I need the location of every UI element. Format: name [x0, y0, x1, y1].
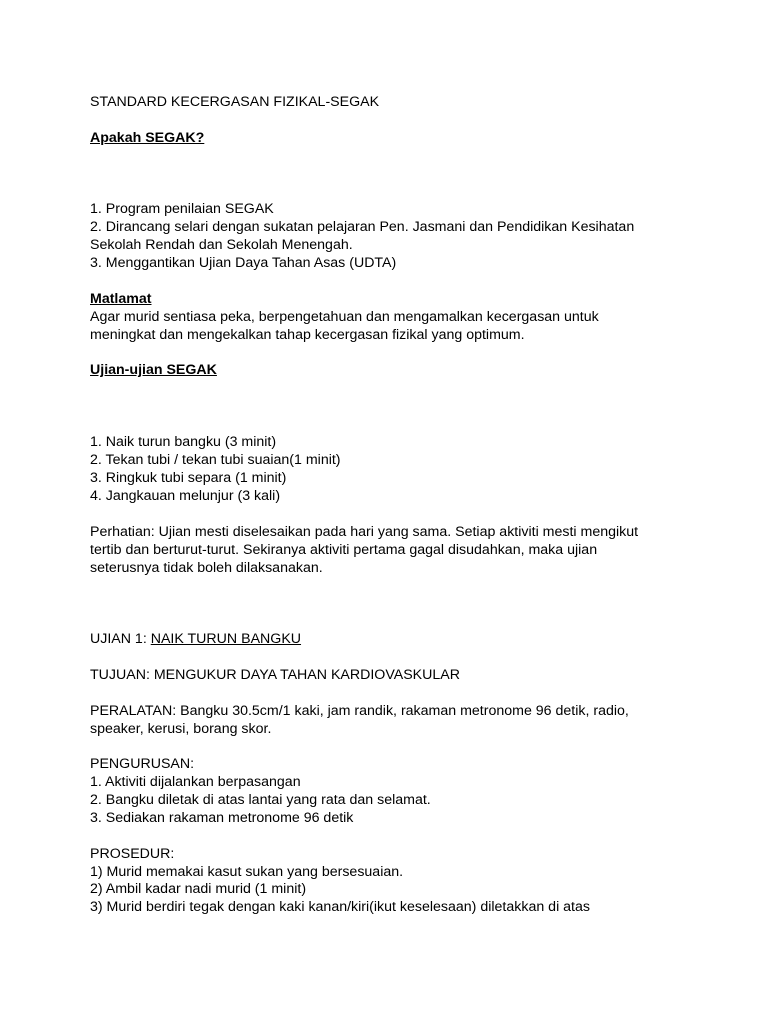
list-item: 3) Murid berdiri tegak dengan kaki kanan/kiri(ikut keselesaan) diletakkan di atas	[90, 899, 590, 915]
prosedur-heading: PROSEDUR:	[90, 846, 175, 862]
paragraph-line: Agar murid sentiasa peka, berpengetahuan dan mengamalkan kecergasan untuk	[90, 309, 599, 325]
paragraph-line: meningkat dan mengekalkan tahap kecergasan fizikal yang optimum.	[90, 327, 525, 343]
list-item: 3. Sediakan rakaman metronome 96 detik	[90, 810, 354, 826]
peralatan-line: speaker, kerusi, borang skor.	[90, 721, 272, 737]
ujian1-heading	[90, 630, 301, 648]
list-item: 1) Murid memakai kasut sukan yang bersesuaian.	[90, 864, 404, 880]
heading-ujian-segak: Ujian-ujian SEGAK	[90, 362, 217, 378]
ujian1-tujuan: TUJUAN: MENGUKUR DAYA TAHAN KARDIOVASKULAR	[90, 667, 460, 683]
list-item: 3. Menggantikan Ujian Daya Tahan Asas (UDTA)	[90, 255, 397, 271]
list-item: 1. Aktiviti dijalankan berpasangan	[90, 774, 301, 790]
list-item: 2. Bangku diletak di atas lantai yang rata dan selamat.	[90, 792, 431, 808]
heading-apakah-segak: Apakah SEGAK?	[90, 130, 205, 146]
peralatan-line: PERALATAN: Bangku 30.5cm/1 kaki, jam randik, rakaman metronome 96 detik, radio,	[90, 703, 629, 719]
ujian1-label-prefix: UJIAN 1:	[90, 631, 151, 647]
list-item: 1. Program penilaian SEGAK	[90, 201, 274, 217]
list-item: 3. Ringkuk tubi separa (1 minit)	[90, 470, 287, 486]
document-title: STANDARD KECERGASAN FIZIKAL-SEGAK	[90, 94, 380, 110]
heading-matlamat: Matlamat	[90, 291, 152, 307]
list-item: 2) Ambil kadar nadi murid (1 minit)	[90, 881, 307, 897]
list-item: 4. Jangkauan melunjur (3 kali)	[90, 488, 281, 504]
perhatian-line: seterusnya tidak boleh dilaksanakan.	[90, 560, 323, 576]
list-item: Sekolah Rendah dan Sekolah Menengah.	[90, 237, 353, 253]
ujian1-label-name: NAIK TURUN BANGKU	[150, 631, 302, 647]
list-item: 2. Tekan tubi / tekan tubi suaian(1 minit)	[90, 452, 341, 468]
perhatian-line: tertib dan berturut-turut. Sekiranya aktiviti pertama gagal disudahkan, maka ujian	[90, 542, 598, 558]
pengurusan-heading: PENGURUSAN:	[90, 756, 195, 772]
list-item: 1. Naik turun bangku (3 minit)	[90, 434, 277, 450]
list-item: 2. Dirancang selari dengan sukatan pelajaran Pen. Jasmani dan Pendidikan Kesihatan	[90, 219, 635, 235]
perhatian-line: Perhatian: Ujian mesti diselesaikan pada hari yang sama. Setiap aktiviti mesti mengikut	[90, 524, 639, 540]
